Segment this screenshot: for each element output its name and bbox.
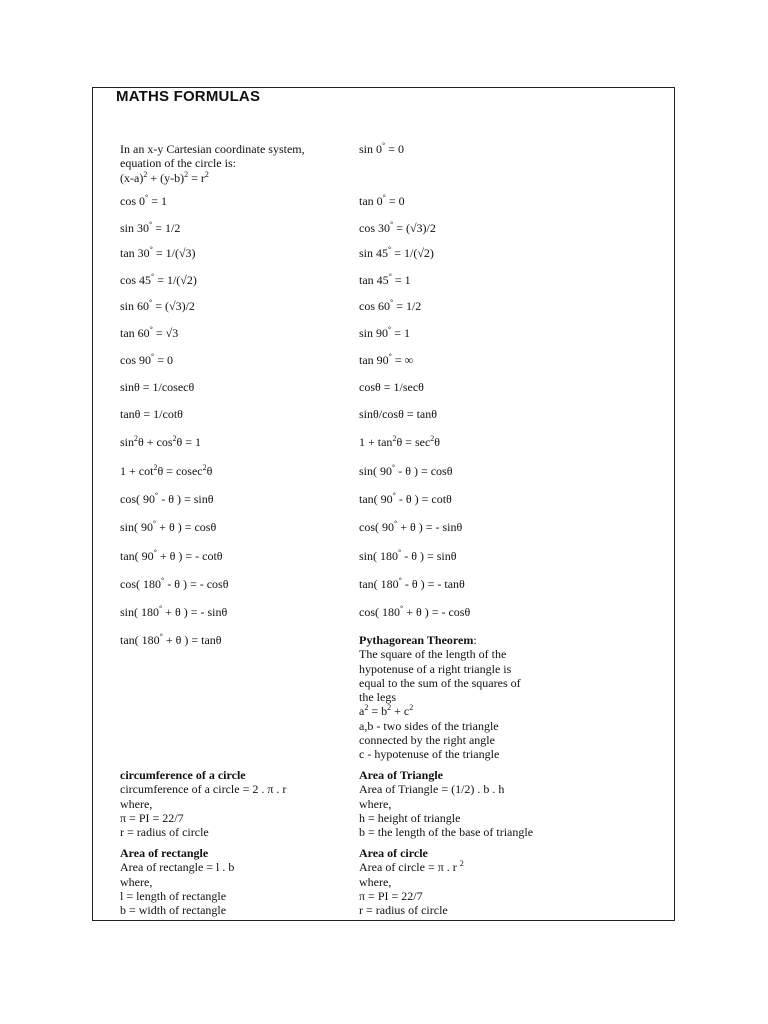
circle-area-where: where, [359, 874, 392, 889]
formula-tan-90-plus: tan( 90° + θ ) = - cotθ [120, 548, 223, 563]
circumference-where: where, [120, 796, 153, 811]
pythagorean-line-6: connected by the right angle [359, 733, 495, 748]
circle-area-block [359, 846, 464, 917]
formula-tan-90-minus: tan( 90° - θ ) = cotθ [359, 491, 452, 506]
triangle-area-heading: Area of Triangle [359, 768, 443, 782]
formula-cos-90: cos 90° = 0 [120, 352, 173, 367]
circle-eq-line-1: In an x-y Cartesian coordinate system, [120, 142, 305, 156]
formula-tan-0: tan 0° = 0 [359, 193, 405, 208]
formula-tan-60: tan 60° = √3 [120, 325, 179, 340]
formula-cos-0: cos 0° = 1 [120, 193, 167, 208]
pythagorean-heading: Pythagorean Theorem: [359, 633, 477, 647]
circle-area-pi: π = PI = 22/7 [359, 888, 423, 903]
rectangle-area-b: b = width of rectangle [120, 903, 227, 918]
circle-eq-line-2: equation of the circle is: [120, 156, 236, 171]
formula-sin-180-minus: sin( 180° - θ ) = sinθ [359, 548, 457, 563]
pythagorean-line-7: c - hypotenuse of the triangle [359, 747, 500, 762]
formula-cos-60: cos 60° = 1/2 [359, 298, 422, 313]
formula-cos-90-plus: cos( 90° + θ ) = - sinθ [359, 519, 463, 534]
formula-sin-90: sin 90° = 1 [359, 325, 410, 340]
circumference-pi: π = PI = 22/7 [120, 810, 184, 825]
formula-sin-over-cos: sinθ/cosθ = tanθ [359, 407, 438, 421]
triangle-area-block [359, 768, 533, 839]
formula-pythagorean-identity-1: $\sin^2\theta + \cos^2\theta = 1$ [120, 434, 202, 449]
circumference-block [120, 768, 286, 839]
formula-sin-60: sin 60° = (√3)/2 [120, 298, 195, 313]
triangle-area-where: where, [359, 796, 392, 811]
pythagorean-line-4: the legs [359, 690, 396, 705]
pythagorean-line-5: a,b - two sides of the triangle [359, 718, 499, 733]
circumference-formula: circumference of a circle = 2 . π . r [120, 782, 287, 797]
formula-cos-90-minus: cos( 90° - θ ) = sinθ [120, 491, 214, 506]
formula-tan-30: tan 30° = 1/(√3) [120, 245, 196, 260]
circle-area-heading: Area of circle [359, 846, 428, 860]
circle-eq-formula: $(x-a)^2 + (y-b)^2 = r^2$ [120, 169, 209, 185]
page-title: MATHS FORMULAS [116, 88, 261, 105]
rectangle-area-formula: Area of rectangle = l . b [120, 860, 235, 875]
pythagorean-line-1: The square of the length of the [359, 647, 507, 662]
circle-area-r: r = radius of circle [359, 903, 448, 918]
triangle-area-h: h = height of triangle [359, 810, 461, 825]
rectangle-area-l: l = length of rectangle [120, 888, 227, 903]
formula-sin-90-minus: sin( 90° - θ ) = cosθ [359, 463, 453, 478]
formula-pythagorean-identity-2: $1 + \tan^2\theta = \sec^2\theta$ [359, 434, 441, 449]
circumference-heading: circumference of a circle [120, 768, 246, 782]
formula-tan-180-minus: tan( 180° - θ ) = - tanθ [359, 576, 465, 591]
circle-equation-block [120, 142, 305, 185]
circle-area-formula: Area of circle = π . r $^2$ [359, 859, 464, 875]
formula-sin-30: sin 30° = 1/2 [120, 220, 181, 235]
formula-cos-45: cos 45° = 1/(√2) [120, 272, 197, 287]
formula-sin-cosec: sinθ = 1/cosecθ [120, 380, 195, 394]
pythagorean-line-3: equal to the sum of the squares of [359, 675, 521, 690]
formula-sin-0: sin 0° = 0 [359, 141, 404, 156]
triangle-area-b: b = the length of the base of triangle [359, 825, 534, 840]
formula-cos-180-minus: cos( 180° - θ ) = - cosθ [120, 576, 229, 591]
rectangle-area-where: where, [120, 874, 153, 889]
rectangle-area-heading: Area of rectangle [120, 846, 209, 860]
circumference-r: r = radius of circle [120, 825, 209, 840]
pythagorean-equation: $a^2 = b^2 + c^2$ [359, 703, 414, 719]
formula-tan-90: tan 90° = ∞ [359, 352, 414, 367]
formula-sin-180-plus: sin( 180° + θ ) = - sinθ [120, 604, 228, 619]
triangle-area-formula: Area of Triangle = (1/2) . b . h [359, 782, 505, 797]
formula-pythagorean-identity-3: $1 + \cot^2\theta = cosec^2\theta$ [120, 463, 213, 478]
formula-sin-45: sin 45° = 1/(√2) [359, 245, 434, 260]
formula-cos-30: cos 30° = (√3)/2 [359, 220, 436, 235]
formula-sin-90-plus: sin( 90° + θ ) = cosθ [120, 519, 217, 534]
rectangle-area-block [120, 846, 234, 917]
formula-tan-cot: tanθ = 1/cotθ [120, 407, 183, 421]
formula-tan-45: tan 45° = 1 [359, 272, 411, 287]
formula-cos-180-plus: cos( 180° + θ ) = - cosθ [359, 604, 471, 619]
formula-tan-180-plus: tan( 180° + θ ) = tanθ [120, 632, 222, 647]
formula-cos-sec: cosθ = 1/secθ [359, 380, 424, 394]
pythagorean-theorem-block [359, 633, 521, 762]
pythagorean-line-2: hypotenuse of a right triangle is [359, 661, 512, 676]
